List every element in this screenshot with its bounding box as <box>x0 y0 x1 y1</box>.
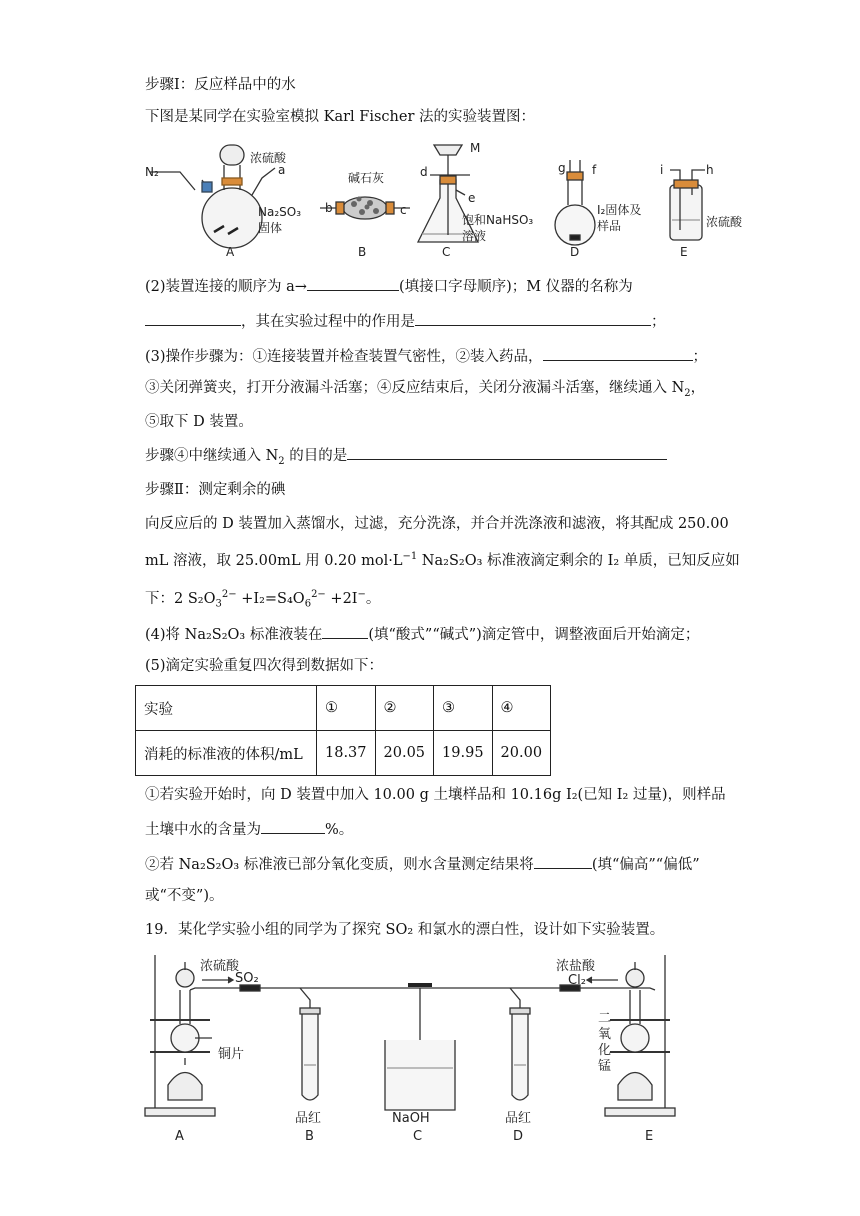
label-pinhong-d: 品红 <box>505 1111 532 1126</box>
step2-paragraph-line2: mL 溶液，取 25.00mL 用 0.20 $mol\cdot L^{-1}$ Na₂S₂O₃ 标准液滴定剩余的 I₂ 单质，已知反应如 <box>145 551 740 569</box>
question-3-purpose: 步骤④中继续通入 $N_2$ 的目的是 <box>145 445 667 472</box>
label-i: i <box>660 163 664 177</box>
label-b: b <box>325 201 333 215</box>
answer-blank-water-content[interactable] <box>261 819 325 834</box>
label-solution: 溶液 <box>462 229 487 243</box>
label-A2: A <box>175 1129 184 1144</box>
label-soda-lime: 碱石灰 <box>348 171 385 185</box>
answer-blank-m-name[interactable] <box>145 311 241 326</box>
table-row <box>136 731 551 776</box>
label-c: c <box>400 203 407 217</box>
table-cell: 20.05 <box>375 731 434 776</box>
table-cell: ③ <box>434 686 493 731</box>
answer-blank-order[interactable] <box>307 276 399 291</box>
label-naoh: NaOH <box>392 1111 430 1126</box>
label-conc-h2so4-e: 浓硫酸 <box>706 215 743 229</box>
label-D2: D <box>513 1129 524 1144</box>
question-4: (4)将 Na₂S₂O₃ 标准液装在 (填“酸式”“碱式”)滴定管中，调整液面后开始滴定； <box>145 624 699 645</box>
question-2-line1: (2)装置连接的顺序为 a→ (填接口字母顺序)；M 仪器的名称为 <box>145 276 633 297</box>
table-cell: ② <box>375 686 434 731</box>
label-f: f <box>592 163 597 177</box>
table-cell: ④ <box>492 686 551 731</box>
karl-fischer-apparatus-figure <box>140 140 780 260</box>
label-g: g <box>558 161 566 175</box>
label-E2: E <box>645 1129 654 1144</box>
question-5-2-line1: ②若 Na₂S₂O₃ 标准液已部分氧化变质，则水含量测定结果将 (填“偏高”“偏低” <box>145 854 700 875</box>
question-3-line3: ⑤取下 D 装置。 <box>145 414 253 430</box>
label-mno2-2: 氧 <box>598 1027 612 1042</box>
label-C: C <box>442 245 451 259</box>
label-i2-solid: I₂固体及 <box>597 203 642 217</box>
step1-title: 步骤Ⅰ：反应样品中的水 <box>145 77 296 93</box>
label-e: e <box>468 191 476 205</box>
table-cell: 20.00 <box>492 731 551 776</box>
label-nahso3: 饱和NaHSO₃ <box>462 213 534 227</box>
label-n2: N₂ <box>145 165 159 179</box>
label-C2: C <box>413 1129 423 1144</box>
label-h: h <box>706 163 714 177</box>
step2-reaction-equation: 下：2 $S_2O_3^{2-} +I_2=S_4O_6^{2-} +2I^-$。 <box>145 589 381 610</box>
label-mno2-3: 化 <box>598 1043 612 1058</box>
table-cell: 实验 <box>136 686 317 731</box>
question-3-line2: ③关闭弹簧夹，打开分液漏斗活塞；④反应结束后，关闭分液漏斗活塞，继续通入 $N_2$， <box>145 380 706 399</box>
answer-blank-step[interactable] <box>543 346 693 361</box>
answer-blank-m-role[interactable] <box>415 311 651 326</box>
table-header-row <box>136 686 551 731</box>
so2-cl2-apparatus-figure <box>140 950 680 1145</box>
figure1-intro: 下图是某同学在实验室模拟 Karl Fischer 法的实验装置图： <box>145 109 535 125</box>
titration-data-table <box>135 685 551 776</box>
label-B: B <box>358 245 367 259</box>
label-A: A <box>226 245 235 259</box>
step2-title: 步骤Ⅱ：测定剩余的碘 <box>145 482 286 498</box>
question-5: (5)滴定实验重复四次得到数据如下： <box>145 658 384 674</box>
label-B2: B <box>305 1129 314 1144</box>
label-cl2: Cl₂ <box>568 973 586 988</box>
label-mno2-4: 锰 <box>598 1059 612 1074</box>
label-d: d <box>420 165 428 179</box>
table-cell: ① <box>317 686 376 731</box>
label-so2: SO₂ <box>235 971 259 986</box>
label-conc-h2so4-a: 浓硫酸 <box>200 959 240 974</box>
table-cell: 消耗的标准液的体积/mL <box>136 731 317 776</box>
label-conc-hcl: 浓盐酸 <box>556 959 596 974</box>
table-cell: 18.37 <box>317 731 376 776</box>
answer-blank-purpose[interactable] <box>347 445 667 460</box>
question-5-1-line1: ①若实验开始时，向 D 装置中加入 10.00 g 土壤样品和 10.16g I₂(已知 I₂ 过量)，则样品 <box>145 787 726 803</box>
question-5-2-line2: 或“不变”)。 <box>145 888 224 904</box>
step2-paragraph-line1: 向反应后的 D 装置加入蒸馏水，过滤，充分洗涤，并合并洗涤液和滤液，将其配成 250.00 <box>145 516 729 532</box>
label-M: M <box>470 141 481 155</box>
question-2-line2: ，其在实验过程中的作用是 ； <box>145 311 666 332</box>
label-sample: 样品 <box>597 219 622 233</box>
label-mno2-1: 二 <box>598 1011 612 1026</box>
label-conc-h2so4: 浓硫酸 <box>250 151 287 165</box>
label-a: a <box>278 163 286 177</box>
label-pinhong-b: 品红 <box>295 1111 322 1126</box>
question-19: 19．某化学实验小组的同学为了探究 SO₂ 和氯水的漂白性，设计如下实验装置。 <box>145 922 665 938</box>
label-copper: 铜片 <box>218 1047 245 1062</box>
label-E: E <box>680 245 688 259</box>
table-cell: 19.95 <box>434 731 493 776</box>
label-D: D <box>570 245 580 259</box>
answer-blank-effect[interactable] <box>534 854 592 869</box>
question-5-1-line2: 土壤中水的含量为 %。 <box>145 819 353 840</box>
label-na2so3: Na₂SO₃ <box>258 205 302 219</box>
question-3-line1: (3)操作步骤为：①连接装置并检查装置气密性，②装入药品， ； <box>145 346 707 367</box>
answer-blank-burette[interactable] <box>322 624 368 639</box>
label-solid: 固体 <box>258 221 283 235</box>
